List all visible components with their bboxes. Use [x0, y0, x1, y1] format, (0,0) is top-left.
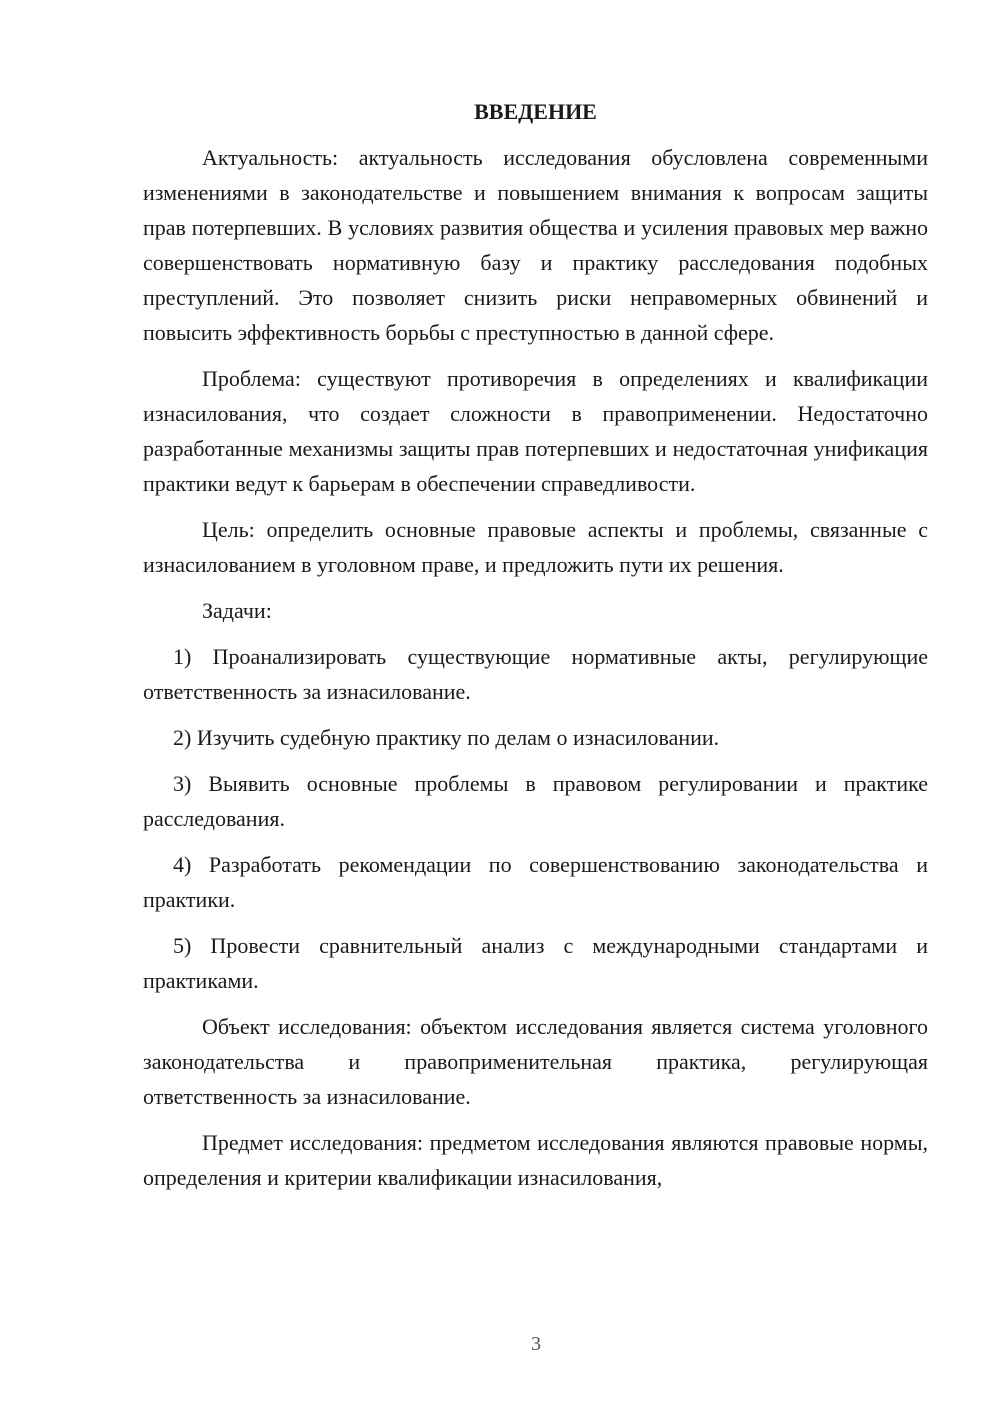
paragraph-subject: Предмет исследования: предметом исследования являются правовые нормы, определения и критерии квалификации изнасилования, — [143, 1130, 928, 1190]
tasks-heading: Задачи: — [202, 598, 272, 623]
task-item-2: 2) Изучить судебную практику по делам о изнасиловании. — [173, 725, 720, 750]
section-title: ВВЕДЕНИЕ — [474, 99, 597, 124]
paragraph-goal: Цель: определить основные правовые аспекты и проблемы, связанные с изнасилованием в уголовном праве, и предложить пути их решения. — [143, 517, 928, 577]
paragraph-problem: Проблема: существуют противоречия в определениях и квалификации изнасилования, что создает сложности в правоприменении. Недостаточно разработанные механизмы защиты прав потерпевших и недостаточная унификация практики ведут к барьерам в обеспечении справедливости. — [143, 366, 928, 496]
paragraph-relevance: Актуальность: актуальность исследования обусловлена современными изменениями в законодательстве и повышением внимания к вопросам защиты прав потерпевших. В условиях развития общества и усиления правовых мер важно совершенствовать нормативную базу и практику расследования подобных преступлений. Это позволяет снизить риски неправомерных обвинений и повысить эффективность борьбы с преступностью в данной сфере. — [143, 145, 928, 345]
paragraph-object: Объект исследования: объектом исследования является система уголовного законодательства и правоприменительная практика, регулирующая ответственность за изнасилование. — [143, 1014, 928, 1109]
page-number: 3 — [531, 1333, 541, 1355]
task-item-4: 4) Разработать рекомендации по совершенствованию законодательства и практики. — [143, 852, 928, 912]
task-item-5: 5) Провести сравнительный анализ с международными стандартами и практиками. — [143, 933, 928, 993]
task-item-1: 1) Проанализировать существующие нормативные акты, регулирующие ответственность за изнасилование. — [143, 644, 928, 704]
page-content — [143, 96, 928, 1206]
task-item-3: 3) Выявить основные проблемы в правовом регулировании и практике расследования. — [143, 771, 928, 831]
